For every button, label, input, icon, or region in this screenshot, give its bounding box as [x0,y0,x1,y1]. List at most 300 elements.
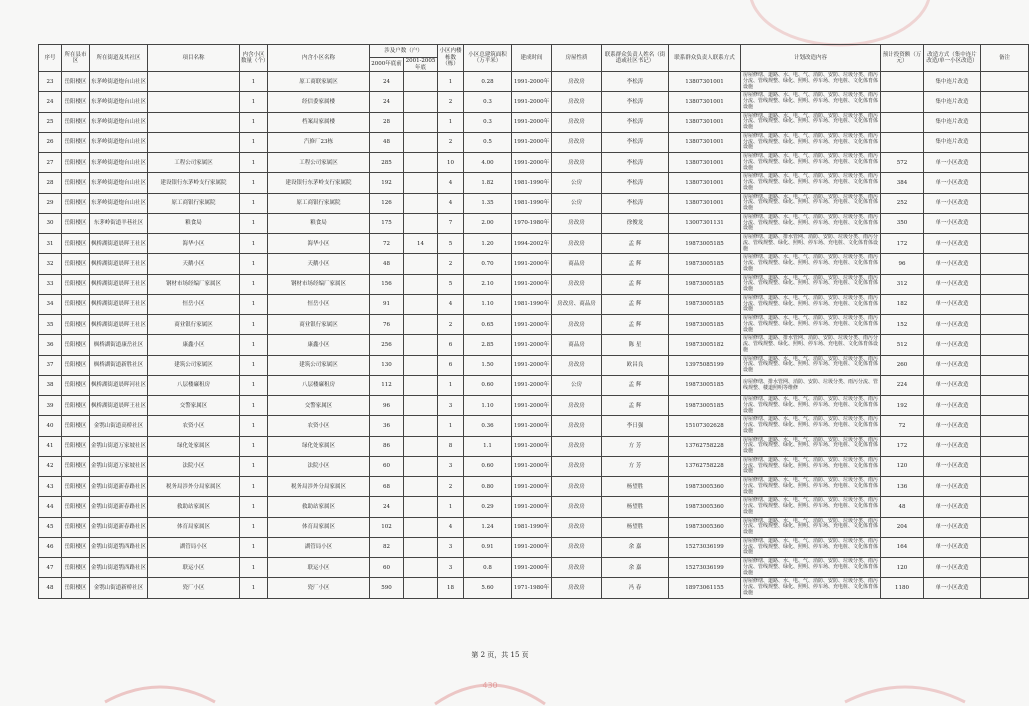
cell-buildings: 3 [438,558,464,578]
cell-street: 枫桥湖街道晨晖王社区 [90,315,148,335]
cell-project: 钢材市场经编厂家属区 [148,274,240,294]
cell-property: 房改房 [552,274,602,294]
cell-hh-2000: 112 [370,375,404,395]
cell-buildings: 4 [438,193,464,213]
cell-county: 岳阳楼区 [62,315,90,335]
cell-hh-2000: 256 [370,335,404,355]
cell-investment: 312 [881,274,924,294]
cell-mode: 单一小区改造 [924,315,981,335]
cell-property: 房改房 [552,477,602,497]
cell-count: 1 [240,456,268,476]
cell-area: 0.29 [464,497,512,517]
cell-contact-phone: 13762758228 [669,436,741,456]
cell-plan [741,112,881,132]
cell-project: 恒岳小区 [148,294,240,314]
cell-built: 1991-2000年 [512,375,552,395]
cell-contact-name: 方 芳 [602,436,669,456]
cell-contact-name: 冯 春 [602,578,669,598]
cell-investment: 224 [881,375,924,395]
table-row [39,436,1029,456]
plan-text: 房屋修缮、道路、水、电、气、消防、安防、垃圾分类、雨污分流、管线规整、绿化、照明、停车场、充电桩、文化体育体设施 [743,92,879,110]
cell-built: 1991-2000年 [512,456,552,476]
cell-county: 岳阳楼区 [62,254,90,274]
cell-street: 枫桥湖街道晨晖王社区 [90,396,148,416]
header-mode: 改造方式（集中连片改造/单一小区改造） [924,45,981,72]
cell-county: 岳阳楼区 [62,112,90,132]
cell-property: 房改房 [552,456,602,476]
cell-mode: 单一小区改造 [924,375,981,395]
cell-built: 1971-1980年 [512,578,552,598]
cell-seq: 31 [39,234,62,254]
cell-area: 0.65 [464,315,512,335]
cell-hh-2001-2005 [404,477,438,497]
cell-project: 康鑫小区 [148,335,240,355]
cell-project: 工程公司家属区 [148,153,240,173]
cell-plan [741,436,881,456]
table-row [39,416,1029,436]
cell-property: 公房 [552,193,602,213]
cell-area: 1.50 [464,355,512,375]
cell-contact-phone: 19873005185 [669,234,741,254]
table-row [39,315,1029,335]
cell-hh-2000: 175 [370,213,404,233]
cell-street: 东茅岭街道炮台山社区 [90,92,148,112]
cell-count: 1 [240,274,268,294]
cell-investment: 192 [881,396,924,416]
cell-investment: 260 [881,355,924,375]
cell-hh-2001-2005 [404,72,438,92]
cell-hh-2000: 72 [370,234,404,254]
cell-contact-phone: 15107302628 [669,416,741,436]
cell-hh-2000: 60 [370,456,404,476]
cell-project: 绿化处家属区 [148,436,240,456]
cell-note [981,517,1029,537]
cell-contact-name: 徐俊龙 [602,213,669,233]
cell-investment: 572 [881,153,924,173]
header-households: 涉及户数（户） [370,45,438,58]
cell-note [981,335,1029,355]
cell-area: 1.24 [464,517,512,537]
table-row [39,254,1029,274]
cell-property: 房改房 [552,578,602,598]
cell-hh-2000: 82 [370,537,404,557]
cell-buildings: 2 [438,92,464,112]
cell-mode: 单一小区改造 [924,416,981,436]
cell-street: 东茅岭街道炮台山社区 [90,173,148,193]
cell-area: 1.82 [464,173,512,193]
table-row [39,294,1029,314]
plan-text: 房屋修缮、道路、水、电、气、消防、安防、垃圾分类、雨污分流、管线规整、绿化、照明、停车场、充电桩、文化体育体设施 [743,213,879,232]
cell-investment: 1180 [881,578,924,598]
cell-street: 金鹗山街道鹗西路社区 [90,537,148,557]
cell-contact-phone: 13807301001 [669,112,741,132]
cell-name: 钢材市场经编厂家属区 [268,274,370,294]
cell-hh-2000: 36 [370,416,404,436]
cell-area: 0.3 [464,112,512,132]
cell-property: 房改房 [552,234,602,254]
cell-plan [741,355,881,375]
cell-area: 0.70 [464,254,512,274]
cell-property: 房改房 [552,72,602,92]
cell-built: 1994-2002年 [512,234,552,254]
header-buildings: 小区内楼栋数（栋） [438,45,464,72]
cell-street: 金鹗山街道新春路社区 [90,497,148,517]
cell-note [981,436,1029,456]
cell-seq: 23 [39,72,62,92]
cell-contact-name: 孟 辉 [602,294,669,314]
cell-hh-2001-2005 [404,375,438,395]
cell-street: 枫桥湖街道新胜社区 [90,355,148,375]
cell-seq: 33 [39,274,62,294]
cell-note [981,558,1029,578]
cell-built: 1991-2000年 [512,112,552,132]
cell-area: 0.60 [464,375,512,395]
cell-mode: 单一小区改造 [924,497,981,517]
cell-county: 岳阳楼区 [62,497,90,517]
cell-area: 2.85 [464,335,512,355]
cell-seq: 37 [39,355,62,375]
cell-name: 湖管局小区 [268,537,370,557]
cell-mode: 单一小区改造 [924,254,981,274]
cell-hh-2001-2005 [404,173,438,193]
cell-name: 海华小区 [268,234,370,254]
cell-seq: 34 [39,294,62,314]
cell-investment: 512 [881,335,924,355]
seal-stamp-top [740,0,940,50]
seal-text: 430 [482,681,498,690]
plan-text: 房屋修缮、道路、水、电、气、消防、安防、垃圾分类、雨污分流、管线规整、绿化、照明、停车场、充电桩、文化体育体设施 [743,315,879,333]
cell-hh-2001-2005 [404,436,438,456]
cell-hh-2001-2005 [404,497,438,517]
cell-plan [741,274,881,294]
cell-count: 1 [240,193,268,213]
cell-county: 岳阳楼区 [62,355,90,375]
header-property: 房屋性质 [552,45,602,72]
cell-name: 法院小区 [268,456,370,476]
cell-hh-2000: 590 [370,578,404,598]
plan-text: 房屋修缮、道路、水、电、气、消防、安防、垃圾分类、雨污分流、管线规整、绿化、照明、停车场、充电桩、文化体育体设施 [743,537,879,556]
cell-mode: 单一小区改造 [924,578,981,598]
plan-text: 房屋修缮、道路、水、电、气、消防、安防、垃圾分类、雨污分流、管线规整、绿化、照明、停车场、充电桩、文化体育体设施 [743,112,879,131]
cell-property: 房改房 [552,213,602,233]
cell-buildings: 8 [438,436,464,456]
cell-hh-2001-2005 [404,517,438,537]
cell-hh-2000: 91 [370,294,404,314]
cell-note [981,578,1029,598]
cell-project: 原工商银行家属院 [148,193,240,213]
cell-count: 1 [240,315,268,335]
cell-project: 建筑公司家属区 [148,355,240,375]
cell-name: 体育局家属区 [268,517,370,537]
cell-name: 原工商银行家属院 [268,193,370,213]
cell-seq: 26 [39,132,62,152]
cell-county: 岳阳楼区 [62,132,90,152]
cell-contact-name: 欧昌良 [602,355,669,375]
cell-contact-phone: 19873005360 [669,477,741,497]
cell-county: 岳阳楼区 [62,234,90,254]
cell-area: 0.91 [464,537,512,557]
cell-contact-name: 方 芳 [602,456,669,476]
cell-investment: 350 [881,213,924,233]
cell-hh-2001-2005 [404,193,438,213]
cell-plan [741,578,881,598]
table-row [39,355,1029,375]
cell-note [981,416,1029,436]
cell-project [148,92,240,112]
cell-buildings: 1 [438,112,464,132]
cell-county: 岳阳楼区 [62,396,90,416]
cell-project: 商业银行家属区 [148,315,240,335]
cell-built: 1991-2000年 [512,92,552,112]
cell-street: 枫桥湖街道晨晖河社区 [90,375,148,395]
plan-text: 房屋修缮、道路、水、电、气、消防、安防、垃圾分类、雨污分流、管线规整、绿化、照明、停车场、充电桩、文化体育体设施 [743,193,879,212]
header-hh-2001-2005: 2001-2005年底 [404,58,438,72]
cell-count: 1 [240,416,268,436]
cell-investment: 72 [881,416,924,436]
cell-seq: 27 [39,153,62,173]
cell-contact-name: 陈 星 [602,335,669,355]
cell-built: 1991-2000年 [512,254,552,274]
cell-project [148,132,240,152]
cell-built: 1991-2000年 [512,558,552,578]
cell-project: 联运小区 [148,558,240,578]
cell-hh-2001-2005 [404,112,438,132]
cell-hh-2000: 130 [370,355,404,375]
header-note: 备注 [981,45,1029,72]
cell-seq: 42 [39,456,62,476]
cell-note [981,537,1029,557]
cell-hh-2001-2005 [404,456,438,476]
cell-contact-name: 孟 辉 [602,315,669,335]
cell-property: 房改房 [552,112,602,132]
cell-built: 1970-1980年 [512,213,552,233]
table-row [39,558,1029,578]
cell-hh-2001-2005 [404,578,438,598]
header-contact-name: 联系群众负责人姓名（街道或社区书记） [602,45,669,72]
cell-count: 1 [240,213,268,233]
cell-name: 救助站家属区 [268,497,370,517]
cell-buildings: 6 [438,355,464,375]
plan-text: 房屋修缮、排水管网、消防、安防、垃圾分类、雨污分流、管线规整、楼道照明等维修 [743,378,879,391]
cell-project: 建设银行东茅岭支行家属院 [148,173,240,193]
header-hh-2000: 2000年底前 [370,58,404,72]
cell-street: 枫桥湖街道晨晖王社区 [90,234,148,254]
cell-area: 1.35 [464,193,512,213]
cell-contact-phone: 13807301001 [669,153,741,173]
cell-contact-phone: 19873005185 [669,294,741,314]
cell-name: 原工商联家属区 [268,72,370,92]
cell-hh-2001-2005 [404,254,438,274]
cell-plan [741,416,881,436]
cell-count: 1 [240,294,268,314]
cell-county: 岳阳楼区 [62,416,90,436]
cell-mode: 单一小区改造 [924,274,981,294]
cell-contact-name: 杨望胜 [602,497,669,517]
cell-contact-name: 李松涛 [602,132,669,152]
cell-contact-name: 孟 辉 [602,234,669,254]
cell-mode: 单一小区改造 [924,213,981,233]
cell-hh-2000: 28 [370,112,404,132]
plan-text: 房屋修缮、道路、水、电、气、消防、安防、垃圾分类、雨污分流、管线规整、绿化、照明、停车场、充电桩、文化体育体设施 [743,497,879,515]
cell-area: 0.36 [464,416,512,436]
cell-plan [741,375,881,395]
cell-buildings: 1 [438,416,464,436]
cell-note [981,315,1029,335]
cell-plan [741,558,881,578]
cell-seq: 30 [39,213,62,233]
cell-street: 金鹗山街道新春路社区 [90,517,148,537]
plan-text: 房屋修缮、道路、水、电、气、消防、安防、垃圾分类、雨污分流、管线规整、绿化、照明、停车场、充电桩、文化体育体设施 [743,274,879,293]
cell-property: 房改房 [552,517,602,537]
table-body [39,72,1029,599]
cell-seq: 35 [39,315,62,335]
cell-street: 枫桥湖街道康岳社区 [90,335,148,355]
cell-hh-2000: 76 [370,315,404,335]
cell-contact-phone: 19873005360 [669,517,741,537]
cell-contact-name: 孟 辉 [602,375,669,395]
cell-count: 1 [240,355,268,375]
cell-built: 1991-2000年 [512,537,552,557]
cell-hh-2001-2005: 14 [404,234,438,254]
cell-contact-phone: 13807301001 [669,173,741,193]
table-row [39,396,1029,416]
cell-project [148,72,240,92]
cell-plan [741,537,881,557]
cell-hh-2001-2005 [404,315,438,335]
cell-street: 金鹗山街道万家坡社区 [90,436,148,456]
cell-property: 房改房 [552,396,602,416]
cell-note [981,355,1029,375]
header-county: 所在县市区 [62,45,90,72]
cell-street: 金鹗山街道新春路社区 [90,477,148,497]
cell-hh-2000: 156 [370,274,404,294]
cell-property: 房改房 [552,497,602,517]
cell-contact-name: 孟 辉 [602,274,669,294]
header-project: 项目名称 [148,45,240,72]
cell-plan [741,254,881,274]
cell-project: 交警家属区 [148,396,240,416]
cell-property: 房改房 [552,315,602,335]
cell-count: 1 [240,436,268,456]
cell-count: 1 [240,537,268,557]
cell-seq: 46 [39,537,62,557]
cell-buildings: 7 [438,213,464,233]
header-name: 内含小区名称 [268,45,370,72]
cell-seq: 48 [39,578,62,598]
cell-contact-name: 杨望胜 [602,477,669,497]
cell-seq: 40 [39,416,62,436]
cell-property: 房改房 [552,153,602,173]
cell-name: 绿化处家属区 [268,436,370,456]
plan-text: 房屋修缮、道路、水、电、气、消防、安防、垃圾分类、雨污分流、管线规整、绿化、照明、停车场、充电桩、文化体育体设施 [743,477,879,495]
cell-hh-2000: 24 [370,497,404,517]
cell-contact-name: 余 嘉 [602,537,669,557]
cell-buildings: 2 [438,132,464,152]
cell-property: 商品房 [552,254,602,274]
cell-county: 岳阳楼区 [62,173,90,193]
table-row [39,274,1029,294]
cell-contact-name: 李松涛 [602,92,669,112]
table-row [39,193,1029,213]
table-row [39,537,1029,557]
cell-area: 0.8 [464,558,512,578]
plan-text: 房屋修缮、道路、排水管网、消防、安防、垃圾分类、雨污分流、管线规整、绿化、照明、停车场、充电桩、文化体育体设施 [743,234,879,252]
cell-count: 1 [240,254,268,274]
cell-hh-2001-2005 [404,335,438,355]
cell-count: 1 [240,234,268,254]
table-row [39,132,1029,152]
cell-name: 工程公司家属区 [268,153,370,173]
plan-text: 房屋修缮、道路、水、电、气、消防、安防、垃圾分类、雨污分流、管线规整、绿化、照明、停车场、充电桩、文化体育体设施 [743,456,879,475]
cell-count: 1 [240,132,268,152]
cell-plan [741,153,881,173]
cell-note [981,92,1029,112]
cell-plan [741,132,881,152]
cell-contact-phone: 13975085199 [669,355,741,375]
cell-name: 八层楼廉租房 [268,375,370,395]
cell-investment [881,92,924,112]
cell-project: 瓷厂小区 [148,578,240,598]
cell-county: 岳阳楼区 [62,72,90,92]
cell-note [981,456,1029,476]
cell-street: 东茅岭街道炮台山社区 [90,112,148,132]
cell-project [148,112,240,132]
cell-note [981,254,1029,274]
cell-county: 岳阳楼区 [62,294,90,314]
cell-mode: 单一小区改造 [924,173,981,193]
cell-plan [741,497,881,517]
cell-hh-2000: 68 [370,477,404,497]
cell-plan [741,315,881,335]
cell-property: 房改房 [552,355,602,375]
cell-property: 房改房 [552,537,602,557]
cell-street: 枫桥湖街道晨晖王社区 [90,294,148,314]
plan-text: 房屋修缮、道路、排水管网、消防、安防、垃圾分类、雨污分流、管线规整、绿化、照明、停车场、充电桩、文化体育体设施 [743,335,879,353]
cell-name: 康鑫小区 [268,335,370,355]
cell-contact-phone: 13807301001 [669,193,741,213]
cell-seq: 43 [39,477,62,497]
cell-contact-name: 李松涛 [602,193,669,213]
cell-county: 岳阳楼区 [62,456,90,476]
plan-text: 房屋修缮、道路、水、电、气、消防、安防、垃圾分类、雨污分流、管线规整、绿化、照明、停车场、充电桩、文化体育体设施 [743,517,879,536]
plan-text: 房屋修缮、道路、水、电、气、消防、安防、垃圾分类、雨污分流、管线规整、绿化、照明、停车场、充电桩、文化体育体设施 [743,396,879,414]
cell-contact-phone: 18973061155 [669,578,741,598]
cell-mode: 单一小区改造 [924,294,981,314]
cell-name: 档案局家属楼 [268,112,370,132]
cell-contact-name: 孟 辉 [602,254,669,274]
header-investment: 预计投资额（万元） [881,45,924,72]
cell-hh-2001-2005 [404,153,438,173]
cell-plan [741,173,881,193]
cell-street: 东茅岭街道炮台山社区 [90,132,148,152]
cell-contact-phone: 19873005185 [669,375,741,395]
cell-contact-name: 孟 辉 [602,396,669,416]
cell-county: 岳阳楼区 [62,153,90,173]
plan-text: 房屋修缮、道路、水、电、气、消防、安防、垃圾分类、雨污分流、管线规整、绿化、照明、停车场、充电桩、文化体育体设施 [743,72,879,90]
cell-mode: 单一小区改造 [924,396,981,416]
cell-built: 1991-2000年 [512,477,552,497]
cell-street: 枫桥湖街道晨晖王社区 [90,274,148,294]
cell-investment: 172 [881,234,924,254]
cell-investment: 172 [881,436,924,456]
cell-name: 汽修厂23栋 [268,132,370,152]
cell-investment [881,132,924,152]
cell-count: 1 [240,72,268,92]
table-row [39,375,1029,395]
cell-hh-2001-2005 [404,537,438,557]
cell-area: 1.20 [464,234,512,254]
cell-name: 天鹅小区 [268,254,370,274]
